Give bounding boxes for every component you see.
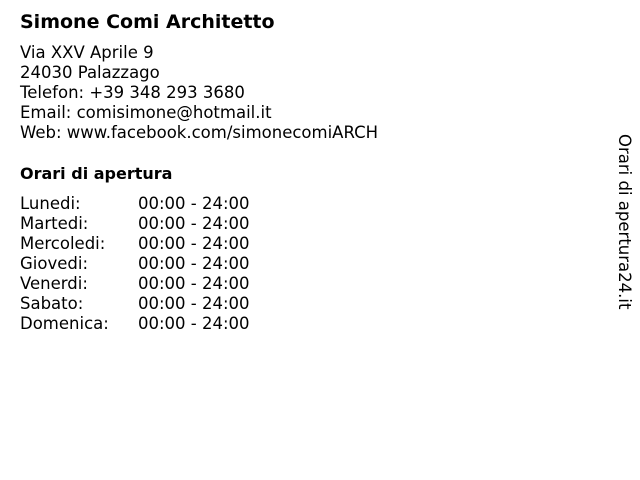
day-label: Lunedi: (20, 194, 81, 213)
day-label: Mercoledi: (20, 234, 106, 253)
day-label: Venerdi: (20, 274, 88, 293)
time-range: 00:00 - 24:00 (138, 274, 250, 293)
time-range: 00:00 - 24:00 (138, 254, 250, 273)
postal-city: 24030 Palazzago (20, 63, 160, 82)
opening-hours-list (20, 194, 580, 334)
day-label: Giovedi: (20, 254, 88, 273)
phone-number: Telefon: +39 348 293 3680 (20, 83, 245, 102)
email-address: Email: comisimone@hotmail.it (20, 103, 272, 122)
hours-row-thursday (20, 254, 580, 274)
hours-row-sunday (20, 314, 580, 334)
time-range: 00:00 - 24:00 (138, 314, 250, 333)
hours-row-friday (20, 274, 580, 294)
hours-row-tuesday (20, 214, 580, 234)
business-name: Simone Comi Architetto (20, 11, 275, 33)
street-address: Via XXV Aprile 9 (20, 43, 154, 62)
time-range: 00:00 - 24:00 (138, 234, 250, 253)
business-card (20, 10, 580, 334)
site-watermark-text: Orari di apertura24.it (615, 134, 634, 310)
day-label: Martedi: (20, 214, 89, 233)
day-label: Domenica: (20, 314, 109, 333)
hours-row-monday (20, 194, 580, 214)
time-range: 00:00 - 24:00 (138, 294, 250, 313)
hours-row-wednesday (20, 234, 580, 254)
opening-hours-title: Orari di apertura (20, 164, 173, 183)
hours-row-saturday (20, 294, 580, 314)
time-range: 00:00 - 24:00 (138, 194, 250, 213)
contact-details (20, 43, 580, 143)
site-watermark (612, 134, 636, 308)
website-address: Web: www.facebook.com/simonecomiARCH (20, 123, 379, 142)
day-label: Sabato: (20, 294, 84, 313)
time-range: 00:00 - 24:00 (138, 214, 250, 233)
